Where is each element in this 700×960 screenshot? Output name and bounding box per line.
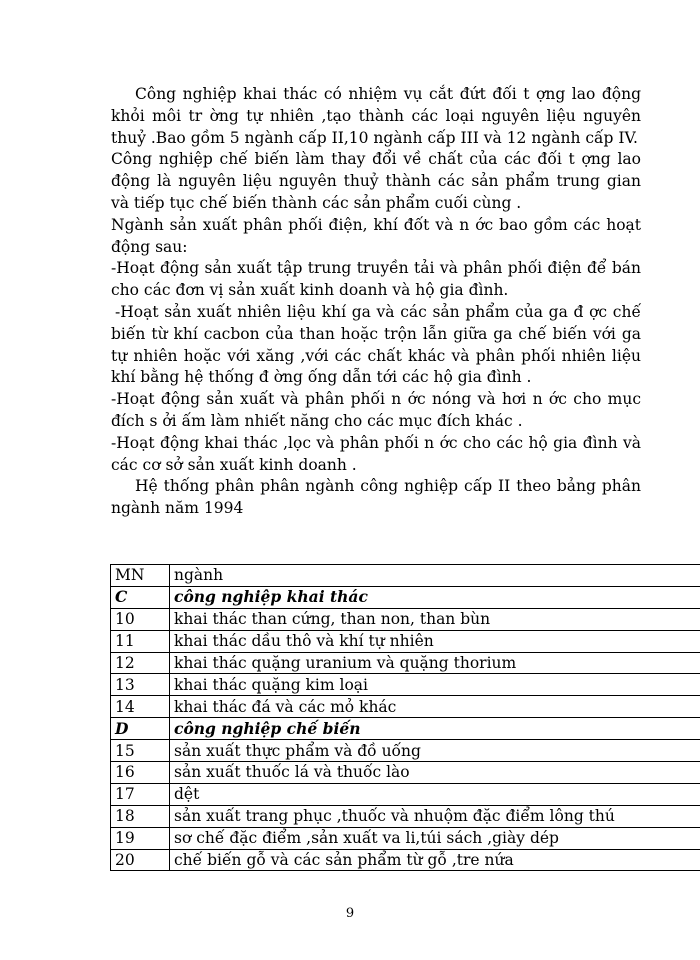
table-cell-code: 11 — [111, 630, 170, 652]
table-cell-name: công nghiệp khai thác — [170, 586, 700, 608]
table-row — [111, 740, 700, 762]
table-row — [111, 630, 700, 652]
paragraph-water-supply: -Hoạt động khai thác ,lọc và phân phối n ớc cho các hộ gia đình và các cơ sở sản xuất kinh doanh . — [111, 433, 646, 474]
paragraph-mining-industry: Công nghiệp khai thác có nhiệm vụ cắt đứt đối t ợng lao động khỏi môi tr ờng tự nhiên ,tạo thành các loại nguyên liệu nguyên thuỷ .Bao gồm 5 ngành cấp II,10 ngành cấp III và 12 ngành cấp IV. — [111, 85, 646, 147]
paragraph-table-caption: Hệ thống phân phân ngành công nghiệp cấp II theo bảng phân ngành năm 1994 — [111, 477, 646, 518]
paragraph-gas: -Hoạt sản xuất nhiên liệu khí ga và các sản phẩm của ga đ ợc chế biến từ khí cacbon của than hoặc trộn lẫn giữa ga chế biến với ga tự nhiên hoặc với xăng ,với các chất khác và phân phối nhiên liệu khí bằng hệ thống đ ờng ống dẫn tới các hộ gia đình . — [111, 302, 646, 387]
table-cell-code: 16 — [111, 762, 170, 784]
table-cell-name: khai thác đá và các mỏ khác — [170, 696, 700, 718]
table-row-group — [111, 718, 700, 740]
table-row — [111, 805, 700, 827]
paragraph-hot-water: -Hoạt động sản xuất và phân phối n ớc nóng và hơi n ớc cho mục đích s ởi ấm làm nhiết năng cho các mục đích khác . — [111, 390, 646, 430]
table-cell-code: 13 — [111, 674, 170, 696]
table-cell-name: dệt — [170, 783, 700, 805]
table-row — [111, 849, 700, 871]
table-row — [111, 652, 700, 674]
table-cell-name: sản xuất thuốc lá và thuốc lào — [170, 762, 700, 784]
table-row — [111, 696, 700, 718]
table-cell-code: 20 — [111, 849, 170, 871]
table-cell-name: sản xuất trang phục ,thuốc và nhuộm đặc điểm lông thú — [170, 805, 700, 827]
paragraph-electricity: -Hoạt động sản xuất tập trung truyền tải và phân phối điện để bán cho các đơn vị sản xuất kinh doanh và hộ gia đình. — [111, 259, 646, 300]
table-cell-name: chế biến gỗ và các sản phẩm từ gỗ ,tre nứa — [170, 849, 700, 871]
table-row — [111, 827, 700, 849]
table-row — [111, 762, 700, 784]
table-row — [111, 783, 700, 805]
table-cell-name: khai thác dầu thô và khí tự nhiên — [170, 630, 700, 652]
table-cell-name: công nghiệp chế biến — [170, 718, 700, 740]
table-cell-code: C — [111, 586, 170, 608]
table-cell-code: 15 — [111, 740, 170, 762]
paragraph-processing-industry: Công nghiệp chế biến làm thay đổi về chất của các đối t ợng lao động là nguyên liệu nguyên thuỷ thành các sản phẩm trung gian và tiếp tục chế biến thành các sản phẩm cuối cùng . — [111, 150, 646, 212]
table-cell-name: khai thác than cứng, than non, than bùn — [170, 608, 700, 630]
table-row-group — [111, 586, 700, 608]
table-header-row — [111, 565, 700, 587]
table-cell-name: sản xuất thực phẩm và đồ uống — [170, 740, 700, 762]
table-cell-code: 17 — [111, 783, 170, 805]
table-cell-name: khai thác quặng kim loại — [170, 674, 700, 696]
table-cell-code: D — [111, 718, 170, 740]
table-row — [111, 608, 700, 630]
header-name-cell: ngành — [170, 565, 700, 587]
table-cell-code: 18 — [111, 805, 170, 827]
paragraph-utilities-intro: Ngành sản xuất phân phối điện, khí đốt và n ớc bao gồm các hoạt động sau: — [111, 215, 646, 256]
industry-classification-table-wrapper — [110, 564, 700, 871]
table-cell-code: 10 — [111, 608, 170, 630]
industry-classification-table — [110, 564, 700, 871]
table-row — [111, 674, 700, 696]
table-cell-name: sơ chế đặc điểm ,sản xuất va li,túi sách ,giày dép — [170, 827, 700, 849]
table-cell-code: 14 — [111, 696, 170, 718]
header-code-cell: MN — [111, 565, 170, 587]
table-cell-name: khai thác quặng uranium và quặng thorium — [170, 652, 700, 674]
page-number: 9 — [345, 906, 355, 921]
body-text — [111, 84, 646, 520]
table-cell-code: 19 — [111, 827, 170, 849]
table-cell-code: 12 — [111, 652, 170, 674]
